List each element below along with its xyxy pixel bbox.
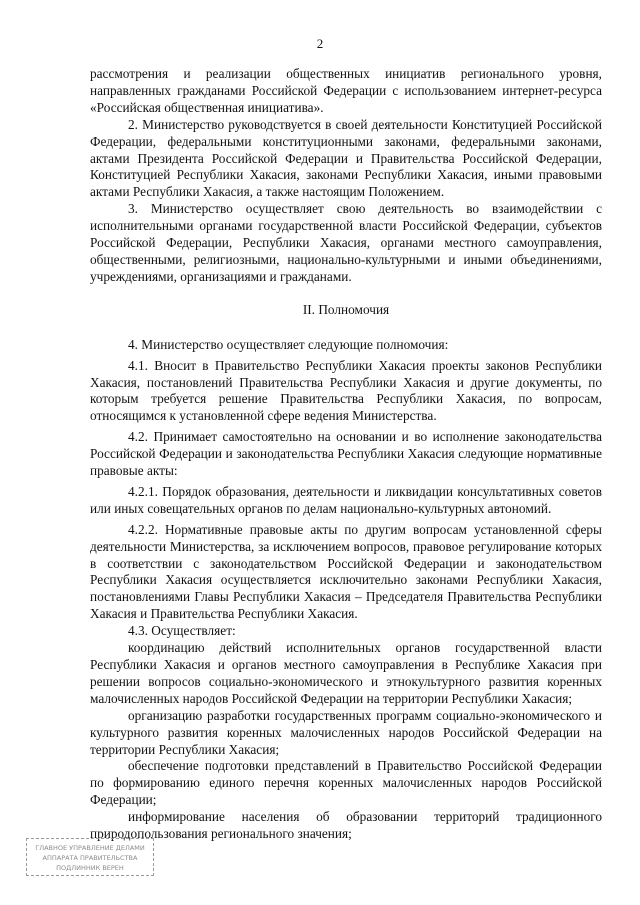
section-title: II. Полномочия (302, 301, 390, 317)
paragraph-4: 4. Министерство осуществляет следующие полномочия: (128, 336, 449, 352)
list-item-representations: обеспечение подготовки представлений в Правительство Российской Федерации по формированию единого перечня коренных малочисленных народов Российской Федерации; (90, 758, 602, 808)
paragraph-continuation: рассмотрения и реализации общественных инициатив регионального уровня, направленных гражданами Российской Федерации с использованием интернет-ресурса «Российская общественная инициатива». (90, 66, 602, 115)
list-item-informing: информирование населения об образовании территорий традиционного природопользования регионального значения; (90, 809, 602, 842)
list-item-coordination: координацию действий исполнительных органов государственной власти Республики Хакасия и органов местного самоуправления в Республике Хакасия при решении вопросов социально-экономического и этнокультурного развития коренных малочисленных народов Российской Федерации на территории Республики Хакасия; (90, 640, 602, 706)
stamp-line-2: АППАРАТА ПРАВИТЕЛЬСТВА (42, 854, 138, 862)
certification-stamp (26, 838, 154, 876)
paragraph-4-3: 4.3. Осуществляет: (128, 623, 236, 639)
paragraph-4-2: 4.2. Принимает самостоятельно на основании и во исполнение законодательства Российской Федерации и законодательства Республики Хакасия следующие нормативные правовые акты: (90, 429, 602, 479)
paragraph-4-2-1: 4.2.1. Порядок образования, деятельности и ликвидации консультативных советов или иных совещательных органов по делам национально-культурных автономий. (90, 483, 602, 516)
paragraph-2: 2. Министерство руководствуется в своей деятельности Конституцией Российской Федерации, федеральными конституционными законами, федеральными законами, актами Президента Российской Федерации и Правительства Российской Федерации, Конституцией Республики Хакасия, законами Республики Хакасия, иными правовыми актами Республики Хакасия, а также настоящим Положением. (90, 116, 602, 200)
paragraph-3: 3. Министерство осуществляет свою деятельность во взаимодействии с исполнительными органами государственной власти Российской Федерации, субъектов Российской Федерации, Республики Хакасия, органами местного самоуправления, общественными, религиозными, национально-культурными и иными объединениями, учреждениями, организациями и гражданами. (90, 201, 602, 284)
stamp-line-3: ПОДЛИННИК ВЕРЕН (56, 864, 124, 872)
list-item-programs: организацию разработки государственных программ социально-экономического и культурного развития коренных малочисленных народов Российской Федерации на территории Республики Хакасия; (90, 707, 602, 757)
page-number: 2 (316, 36, 324, 51)
paragraph-4-2-2: 4.2.2. Нормативные правовые акты по другим вопросам установленной сферы деятельности Министерства, за исключением вопросов, правовое регулирование которых в соответствии с законодательством Российской Федерации и законодательством Республики Хакасия осуществляется исключительно законами Республики Хакасия, постановлениями Главы Республики Хакасия – Председателя Правительства Республики Хакасия и Правительства Республики Хакасия. (90, 521, 602, 622)
stamp-line-1: ГЛАВНОЕ УПРАВЛЕНИЕ ДЕЛАМИ (35, 844, 145, 852)
paragraph-4-1: 4.1. Вносит в Правительство Республики Хакасия проекты законов Республики Хакасия, постановлений Правительства Республики Хакасия и другие документы, по которым требуется решение Правительства Республики Хакасия, по вопросам, относящимся к установленной сфере ведения Министерства. (90, 357, 602, 424)
document-body (90, 66, 602, 843)
